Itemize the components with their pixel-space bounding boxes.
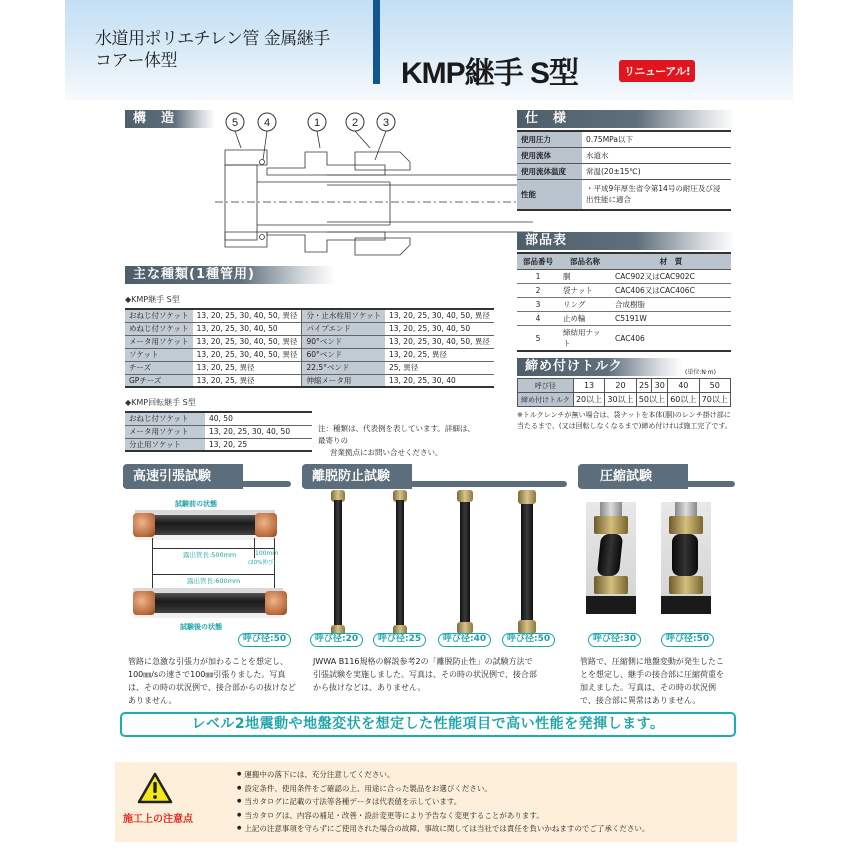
header — [65, 0, 793, 100]
header-divider — [373, 0, 380, 84]
torque-label: 締め付けトルク — [518, 393, 574, 407]
spec-table — [517, 130, 731, 211]
size-cell: 40 — [668, 379, 699, 393]
type-name: メータ用ソケット — [125, 335, 193, 348]
callout-5: 5 — [231, 117, 239, 129]
torque-table — [517, 378, 731, 407]
spec-label: 使用流体温度 — [517, 164, 582, 180]
part-name: 胴 — [559, 270, 611, 284]
spec-value: 0.75MPa以下 — [582, 131, 731, 148]
parts-table — [517, 252, 731, 352]
torque-cell: 50以上 — [636, 393, 667, 407]
size-cell: 20 — [605, 379, 636, 393]
caution-item: ● 上記の注意事項を守らずにご使用された場合の故障、事故に関しては当社では責任を負いかねますのでご了承ください。 — [237, 822, 649, 836]
types-note — [318, 423, 478, 459]
type-sizes: 13, 20, 25, 30, 40, 50, 異径 — [193, 309, 302, 322]
note-line: 営業拠点にお問い合せください。 — [330, 448, 443, 457]
size-cell: 30 — [652, 379, 668, 393]
nut — [669, 576, 703, 594]
torque-size-row — [518, 379, 731, 393]
part-material: CAC902又はCAC902C — [611, 270, 731, 284]
compression-test-tab — [578, 464, 735, 489]
table-row — [517, 312, 731, 326]
structure-section-title: 構 造 — [125, 110, 215, 128]
pipe-20 — [334, 500, 342, 628]
press-base — [586, 596, 636, 614]
col-header: 部品名称 — [559, 253, 611, 270]
hose — [672, 534, 698, 576]
size-badge: 呼び径:30 — [588, 633, 641, 647]
warning-icon — [137, 772, 173, 804]
part-material: CAC406又はCAC406C — [611, 284, 731, 298]
length-before: 露出管長:500mm — [183, 551, 237, 559]
torque-cell: 60以上 — [668, 393, 699, 407]
part-no: 3 — [517, 298, 559, 312]
callout-1: 1 — [313, 117, 321, 129]
type-name: おねじ付ソケット — [125, 412, 205, 425]
table-row — [125, 309, 494, 322]
part-no: 5 — [517, 326, 559, 352]
pipe-end — [133, 513, 155, 537]
tensile-description: 管路に急激な引張力が加わることを想定し、100㎜/sの速さで100㎜引張りました。写真は、その時の状況例で、接合部からの抜けなどありません。 — [128, 657, 296, 705]
type-name: パイプエンド — [302, 322, 385, 335]
torque-unit: (単位:N·m) — [685, 369, 716, 376]
hose — [597, 534, 623, 576]
rotary-type-table — [125, 411, 312, 452]
table-row — [125, 335, 494, 348]
type-name: 分・止水栓用ソケット — [302, 309, 385, 322]
caution-box — [115, 762, 737, 842]
type-name: 90°ベンド — [302, 335, 385, 348]
product-subtitle — [95, 28, 330, 72]
torque-cell: 30以上 — [605, 393, 636, 407]
type-name: 22.5°ベンド — [302, 361, 385, 374]
spec-value: 水道水 — [582, 148, 731, 164]
col-header: 材 質 — [611, 253, 731, 270]
compression-photo-50 — [661, 502, 711, 614]
pipe-end — [133, 591, 155, 615]
type-name: ソケット — [125, 348, 193, 361]
spec-row — [517, 148, 731, 164]
spec-label: 性能 — [517, 180, 582, 210]
pipe-40 — [460, 502, 470, 626]
pipe-end — [265, 591, 287, 615]
size-label: 呼び径 — [518, 379, 574, 393]
part-material: CAC406 — [611, 326, 731, 352]
before-label: 試験前の状態 — [175, 500, 217, 508]
table-row — [125, 425, 312, 438]
page-title: KMP継手 S型 — [401, 57, 579, 90]
pullout-test-title: 離脱防止試験 — [302, 464, 412, 489]
type-sizes: 13, 20, 25, 30, 40, 50, 異径 — [385, 335, 494, 348]
compression-photo-30 — [586, 502, 636, 614]
type-sizes: 40, 50 — [205, 412, 312, 425]
table-row — [517, 270, 731, 284]
spec-value: ・平成9年厚生省令第14号の耐圧及び浸出性能に適合 — [582, 180, 731, 210]
performance-banner: レベル2地震動や地盤変状を想定した性能項目で高い性能を発揮します。 — [120, 712, 736, 737]
caution-item: ● 設定条件、使用条件をご確認の上、用途に合った製品をお選びください。 — [237, 782, 649, 796]
spec-section-title: 仕 様 — [517, 110, 735, 128]
size-badge: 呼び径:40 — [438, 633, 491, 647]
part-material: C5191W — [611, 312, 731, 326]
part-name: 締結用ナット — [559, 326, 611, 352]
size-badge: 呼び径:25 — [373, 633, 426, 647]
note-line: 注：種類は、代表例を表しています。詳細は、最寄りの — [318, 424, 475, 445]
type-sizes: 13, 20, 25, 30, 40, 50, 異径 — [193, 335, 302, 348]
type-sizes: 25, 異径 — [385, 361, 494, 374]
pull-length: 100mm — [255, 550, 279, 557]
pipe-50 — [521, 504, 533, 624]
dim-line — [152, 548, 274, 549]
table-row — [125, 412, 312, 425]
type-sizes: 13, 20, 25, 30, 40, 50 — [205, 425, 312, 438]
type-name: 分止用ソケット — [125, 438, 205, 451]
part-name: リング — [559, 298, 611, 312]
nut — [594, 516, 628, 534]
type-name: 伸縮メータ用 — [302, 374, 385, 387]
press-head — [600, 502, 622, 516]
type-sizes: 13, 20, 25, 異径 — [193, 361, 302, 374]
spec-row — [517, 180, 731, 210]
type-sizes: 13, 20, 25, 30, 40, 50, 異径 — [193, 348, 302, 361]
table-row — [517, 326, 731, 352]
torque-section-title: 締め付けトルク — [517, 358, 682, 376]
catalog-page — [65, 0, 793, 858]
type-sizes: 13, 20, 25, 異径 — [385, 348, 494, 361]
callout-3: 3 — [382, 117, 390, 129]
press-base — [661, 596, 711, 614]
rotary-type-label: ◆KMP回転継手 S型 — [125, 398, 196, 407]
type-name: おねじ付ソケット — [125, 309, 193, 322]
size-badge: 呼び径:50 — [502, 633, 555, 647]
size-cell: 25 — [636, 379, 652, 393]
size-badge: 呼び径:20 — [310, 633, 363, 647]
part-material: 合成樹脂 — [611, 298, 731, 312]
type-sizes: 13, 20, 25, 30, 40, 50, 異径 — [385, 309, 494, 322]
col-header: 部品番号 — [517, 253, 559, 270]
spec-row — [517, 164, 731, 180]
size-badge: 呼び径:50 — [661, 633, 714, 647]
type-sizes: 13, 20, 25 — [205, 438, 312, 451]
type-name: メータ用ソケット — [125, 425, 205, 438]
caution-label: 施工上の注意点 — [123, 814, 193, 825]
callout-4: 4 — [263, 117, 271, 129]
pipe-25 — [396, 500, 404, 628]
type-sizes: 13, 20, 25, 30, 40 — [385, 374, 494, 387]
spec-value: 常温(20±15℃) — [582, 164, 731, 180]
nut — [669, 516, 703, 534]
pipe-after — [145, 593, 273, 613]
part-name: 止め輪 — [559, 312, 611, 326]
part-no: 4 — [517, 312, 559, 326]
torque-note: ※トルクレンチが無い場合は、袋ナットを本体(胴)のレンチ掛け部に当たるまで、(又は回転しなくなるまで)締め付ければ施工完了です。 — [517, 411, 732, 430]
callout-2: 2 — [351, 117, 359, 129]
brass-fitting — [457, 490, 473, 502]
spec-row — [517, 131, 731, 148]
pullout-test-tab — [302, 464, 567, 489]
type-name: めねじ付ソケット — [125, 322, 193, 335]
length-after: 露出管長:600mm — [187, 577, 241, 585]
tensile-test-title: 高速引張試験 — [123, 464, 243, 489]
torque-cell: 70以上 — [699, 393, 730, 407]
type-name: GPチーズ — [125, 374, 193, 387]
types-section-title: 主な種類(1種管用) — [125, 266, 335, 284]
type-sizes: 13, 20, 25, 30, 40, 50 — [193, 322, 302, 335]
compression-test-title: 圧縮試験 — [578, 464, 688, 489]
part-name: 袋ナット — [559, 284, 611, 298]
structure-drawing — [205, 110, 535, 260]
caution-list — [237, 768, 649, 836]
after-label: 試験後の状態 — [180, 623, 222, 631]
part-no: 2 — [517, 284, 559, 298]
caution-item: ● 運搬中の落下には、充分注意してください。 — [237, 768, 649, 782]
spec-label: 使用圧力 — [517, 131, 582, 148]
subtitle-line-2: コアー体型 — [95, 51, 177, 71]
press-head — [675, 502, 697, 516]
nut — [594, 576, 628, 594]
renewal-badge: リニューアル! — [619, 60, 695, 82]
compression-description: 管路で、圧縮側に地盤変動が発生したことを想定し、継手の接合部に圧縮荷重を加えました。写真は、その時の状況例で、接合部に異常はありません。 — [580, 657, 724, 705]
caution-item: ● 当カタログは、内容の補足・改善・設計変更等により予告なく変更することがあります。 — [237, 809, 649, 823]
table-row — [517, 298, 731, 312]
tensile-test-tab — [123, 464, 291, 489]
table-row — [125, 438, 312, 451]
size-cell: 13 — [573, 379, 604, 393]
spec-label: 使用流体 — [517, 148, 582, 164]
dim-line — [152, 574, 274, 575]
table-row — [517, 284, 731, 298]
parts-section-title: 部品表 — [517, 232, 735, 250]
torque-cell: 20以上 — [573, 393, 604, 407]
brass-fitting — [518, 490, 536, 504]
table-row — [125, 348, 494, 361]
pullout-description: JWWA B116規格の解説参考2の「離脱防止性」の試験方法で引張試験を実施しました。写真は、その時の状況例で、接合部から抜けなどは、ありません。 — [313, 657, 537, 692]
table-row — [125, 361, 494, 374]
s-type-label: ◆KMP継手 S型 — [125, 295, 180, 304]
table-row — [125, 374, 494, 387]
table-row — [125, 322, 494, 335]
pipe-before — [147, 515, 265, 535]
size-cell: 50 — [699, 379, 730, 393]
brass-fitting — [518, 620, 536, 634]
torque-value-row — [518, 393, 731, 407]
type-sizes: 13, 20, 25, 30, 40, 50 — [385, 322, 494, 335]
subtitle-line-1: 水道用ポリエチレン管 金属継手 — [95, 29, 330, 49]
part-no: 1 — [517, 270, 559, 284]
pull-ratio: (20%伸び) — [248, 560, 276, 566]
parts-header-row — [517, 253, 731, 270]
caution-item: ● 当カタログに記載の寸法等各種データは代表値を示しています。 — [237, 795, 649, 809]
type-sizes: 13, 20, 25, 異径 — [193, 374, 302, 387]
size-badge: 呼び径:50 — [238, 633, 291, 647]
pipe-end — [255, 513, 277, 537]
s-type-table — [125, 308, 494, 388]
type-name: チーズ — [125, 361, 193, 374]
type-name: 60°ベンド — [302, 348, 385, 361]
